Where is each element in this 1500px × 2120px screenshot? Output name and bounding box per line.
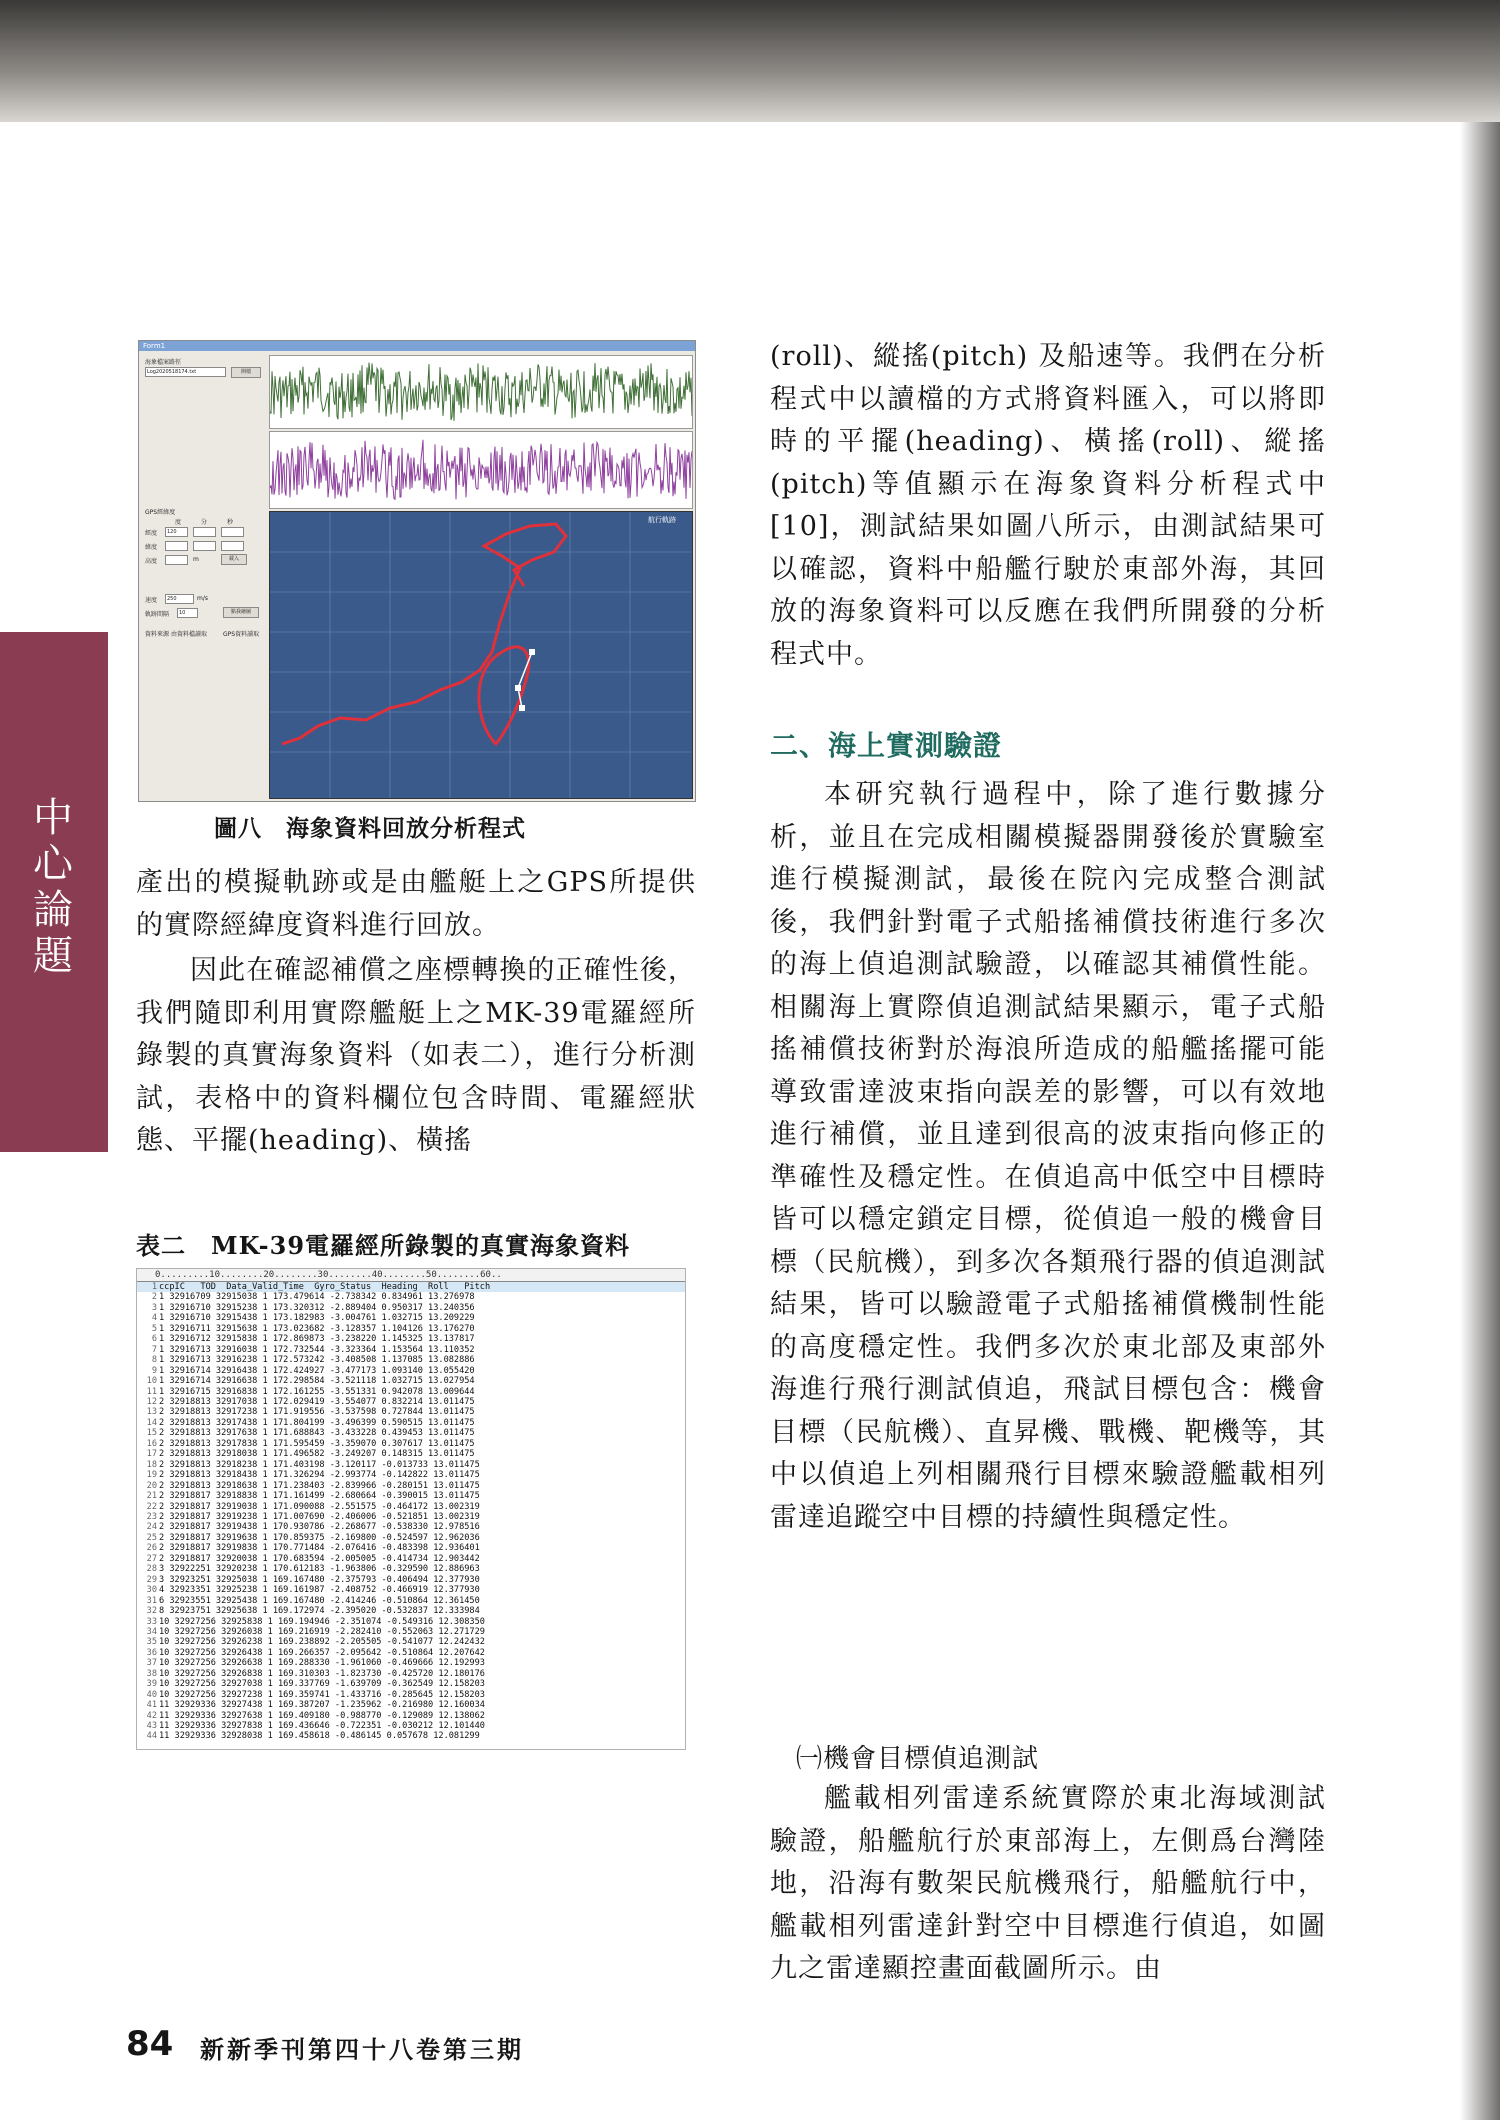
row-text: 11 32929336 32927438 1 169.387207 -1.235962 -0.216980 12.160034	[159, 1700, 485, 1711]
row-text: 2 32918817 32919638 1 170.859375 -2.169800 -0.524597 12.962036	[159, 1532, 480, 1543]
row-number: 17	[146, 1449, 157, 1460]
speed-input[interactable]: 250	[165, 594, 194, 604]
file-label: 海象檔案路徑	[145, 359, 182, 366]
row-text: 3 32923251 32925038 1 169.167480 -2.375793 -0.406494 12.377930	[159, 1574, 480, 1585]
left-paragraph-1: 產出的模擬軌跡或是由艦艇上之GPS所提供的實際經緯度資料進行回放。	[136, 867, 696, 941]
row-number: 7	[151, 1344, 157, 1355]
track-map-svg	[270, 512, 692, 798]
table-row	[137, 1648, 685, 1658]
row-number: 22	[146, 1501, 157, 1512]
table-row	[137, 1617, 685, 1627]
table-row	[137, 1669, 685, 1679]
row-number: 37	[146, 1658, 157, 1669]
table-2-caption: 表二 MK-39電羅經所錄製的真實海象資料	[136, 1231, 631, 1260]
row-text: 10 32927256 32926838 1 169.310303 -1.823730 -0.425720 12.180176	[159, 1668, 485, 1679]
table-row	[137, 1376, 685, 1386]
table-row	[137, 1575, 685, 1585]
row-text: 10 32927256 32927238 1 169.359741 -1.433716 -0.285645 12.158203	[159, 1689, 485, 1700]
table-header-text: ccpIC TOD Data_Valid_Time Gyro_Status Heading Roll Pitch	[159, 1282, 491, 1292]
row-number: 11	[146, 1386, 157, 1397]
row-text: 1 32916713 32916238 1 172.573242 -3.408508 1.137085 13.082886	[159, 1355, 475, 1366]
gps-label: GPS經緯度	[145, 509, 176, 516]
table-row	[137, 1334, 685, 1344]
right-paragraph-1: (roll)、縱搖(pitch) 及船速等。我們在分析程式中以讀檔的方式將資料匯入，可以將即時的平擺(heading)、橫搖(roll)、縱搖(pitch)等值顯示在海象資料分析程式中[10]，測試結果如圖八所示，由測試結果可以確認，資料中船艦行駛於東部外海，其回放的海象資料可以反應在我們所開發的分析程式中。	[770, 341, 1326, 670]
row-text: 2 32918813 32917638 1 171.688843 -3.433228 0.439453 13.011475	[159, 1428, 475, 1439]
row-text: 1 32916714 32916438 1 172.424927 -3.477173 1.093140 13.055420	[159, 1365, 475, 1376]
browse-button[interactable]: 開檔	[231, 367, 261, 378]
table-row	[137, 1690, 685, 1700]
table-ruler: 0.........10........20........30........40........50........60..	[137, 1269, 685, 1282]
row-text: 10 32927256 32926038 1 169.216919 -2.282410 -0.552063 12.271729	[159, 1626, 485, 1637]
row-text: 2 32918817 32919038 1 171.090088 -2.551575 -0.464172 13.002319	[159, 1501, 480, 1512]
heading-graph	[269, 355, 693, 429]
load-button[interactable]: 載入	[221, 554, 247, 565]
lat-sec-input[interactable]	[221, 541, 244, 551]
row-text: 1 32916712 32915838 1 172.869873 -3.238220 1.145325 13.137817	[159, 1334, 475, 1345]
row-number: 23	[146, 1511, 157, 1522]
row-text: 10 32927256 32925838 1 169.194946 -2.351074 -0.549316 12.308350	[159, 1616, 485, 1627]
alt-label: 高度	[145, 558, 158, 565]
row-number: 43	[146, 1721, 157, 1732]
table-row	[137, 1313, 685, 1323]
right-paragraph-3: 艦載相列雷達系統實際於東北海域測試驗證，船艦航行於東部海上，左側爲台灣陸地，沿海有數架民航機飛行，船艦航行中，艦載相列雷達針對空中目標進行偵追，如圖九之雷達顯控畫面截圖所示。由	[770, 1783, 1326, 1984]
table-row	[137, 1387, 685, 1397]
row-number: 4	[151, 1313, 157, 1324]
alt-input[interactable]	[165, 555, 188, 565]
lon-sec-input[interactable]	[221, 527, 244, 537]
row-text: 2 32918813 32918238 1 171.403198 -3.120117 -0.013733 13.011475	[159, 1459, 480, 1470]
section-heading: 二、海上實測驗證	[770, 729, 1003, 762]
row-text: 6 32923551 32925438 1 169.167480 -2.414246 -0.510864 12.361450	[159, 1595, 480, 1606]
row-number: 31	[146, 1595, 157, 1606]
row-text: 11 32929336 32928038 1 169.458618 -0.486145 0.057678 12.081299	[159, 1731, 480, 1742]
table-row	[137, 1428, 685, 1438]
row-number: 30	[146, 1585, 157, 1596]
map-grid	[270, 512, 692, 798]
row-text: 1 32916713 32916038 1 172.732544 -3.323364 1.153564 13.110352	[159, 1344, 475, 1355]
track-marker	[515, 685, 521, 691]
section-tab-label: 中心論題	[33, 795, 73, 979]
row-text: 2 32918813 32917438 1 171.804199 -3.496399 0.590515 13.011475	[159, 1417, 475, 1428]
row-text: 1 32916710 32915238 1 173.320312 -2.889404 0.950317 13.240356	[159, 1302, 475, 1313]
right-paragraph-2: 本研究執行過程中，除了進行數據分析，並且在完成相關模擬器開發後於實驗室進行模擬測試，最後在院內完成整合測試後，我們針對電子式船搖補償技術進行多次的海上偵追測試驗證，以確認其補償性能。相關海上實際偵追測試結果顯示，電子式船搖補償技術對於海浪所造成的船艦搖擺可能導致雷達波束指向誤差的影響，可以有效地進行補償，並且達到很高的波束指向修正的準確性及穩定性。在偵追高中低空中目標時皆可以穩定鎖定目標，從偵追一般的機會目標（民航機），到多次各類飛行器的偵追測試結果，皆可以驗證電子式船搖補償機制性能的高度穩定性。我們多次於東北部及東部外海進行飛行測試偵追，飛試目標包含：機會目標（民航機）、直昇機、戰機、靶機等，其中以偵追上列相關飛行目標來驗證艦載相列雷達追蹤空中目標的持續性與穩定性。	[770, 779, 1326, 1533]
file-path-input[interactable]: Log2020518174.txt	[145, 367, 226, 377]
row-text: 2 32918813 32918438 1 171.326294 -2.993774 -0.142822 13.011475	[159, 1470, 480, 1481]
table-row	[137, 1585, 685, 1595]
table-row	[137, 1564, 685, 1574]
row-number: 34	[146, 1626, 157, 1637]
table-row	[137, 1679, 685, 1689]
table-row	[137, 1658, 685, 1668]
row-number: 29	[146, 1574, 157, 1585]
mode-option-file[interactable]: 由資料檔讀取	[171, 631, 208, 638]
table-row	[137, 1292, 685, 1302]
table-row	[137, 1407, 685, 1417]
lat-min-input[interactable]	[193, 541, 216, 551]
row-number: 20	[146, 1480, 157, 1491]
lat-deg-input[interactable]	[165, 541, 188, 551]
row-number: 25	[146, 1532, 157, 1543]
row-text: 2 32918813 32918638 1 171.238403 -2.839966 -0.280151 13.011475	[159, 1480, 480, 1491]
track-marker	[519, 705, 525, 711]
table-row	[137, 1627, 685, 1637]
table-row	[137, 1512, 685, 1522]
table-row	[137, 1554, 685, 1564]
alt-unit: m	[193, 556, 199, 563]
track-map	[269, 511, 693, 799]
table-row	[137, 1460, 685, 1470]
track-marker	[529, 649, 535, 655]
table-row	[137, 1711, 685, 1721]
left-paragraph-2: 因此在確認補償之座標轉換的正確性後，我們隨即利用實際艦艇上之MK-39電羅經所錄製的真實海象資料（如表二），進行分析測試，表格中的資料欄位包含時間、電羅經狀態、平擺(heading)、橫搖	[136, 955, 696, 1156]
interval-label: 軌跡間隔	[145, 611, 170, 618]
table-row	[137, 1366, 685, 1376]
roll-trace-svg	[270, 432, 692, 508]
row-number: 3	[151, 1302, 157, 1313]
row-number: 15	[146, 1428, 157, 1439]
row-text: 2 32918813 32917238 1 171.919556 -3.537598 0.727844 13.011475	[159, 1407, 475, 1418]
lon-min-input[interactable]	[193, 527, 216, 537]
row-text: 1 32916715 32916838 1 172.161255 -3.551331 0.942078 13.009644	[159, 1386, 475, 1397]
table-row	[137, 1345, 685, 1355]
row-text: 1 32916710 32915438 1 173.182983 -3.004761 1.032715 13.209229	[159, 1313, 475, 1324]
table-row	[137, 1637, 685, 1647]
figure-8-screenshot	[138, 340, 696, 802]
table-row	[137, 1324, 685, 1334]
row-number: 35	[146, 1637, 157, 1648]
figure-window-titlebar: Form1	[139, 341, 695, 351]
table-header-row: 1 ccpIC TOD Data_Valid_Time Gyro_Status Heading Roll Pitch	[137, 1282, 685, 1292]
row-text: 10 32927256 32926438 1 169.266357 -2.095642 -0.510864 12.207642	[159, 1647, 485, 1658]
scan-top-shadow	[0, 0, 1500, 122]
table-2-screenshot	[136, 1268, 686, 1750]
row-number: 12	[146, 1396, 157, 1407]
heading-trace	[270, 363, 692, 421]
row-number: 6	[151, 1334, 157, 1345]
row-text: 2 32918813 32917038 1 172.029419 -3.554077 0.832214 13.011475	[159, 1396, 475, 1407]
row-number: 19	[146, 1470, 157, 1481]
table-row	[137, 1543, 685, 1553]
row-number: 44	[146, 1731, 157, 1742]
table-row	[137, 1397, 685, 1407]
row-text: 1 32916714 32916638 1 172.298584 -3.521118 1.032715 13.027954	[159, 1376, 475, 1387]
row-text: 2 32918817 32918838 1 171.161499 -2.680664 -0.390015 13.011475	[159, 1491, 480, 1502]
row-number: 21	[146, 1491, 157, 1502]
table-row	[137, 1606, 685, 1616]
row-text: 1 32916711 32915638 1 173.023682 -3.128357 1.104126 13.176270	[159, 1323, 475, 1334]
row-text: 4 32923351 32925238 1 169.161987 -2.408752 -0.466919 12.377930	[159, 1585, 480, 1596]
table-row	[137, 1355, 685, 1365]
lat-label: 緯度	[145, 544, 158, 551]
table-row	[137, 1418, 685, 1428]
map-legend: 航行軌跡	[648, 516, 676, 524]
journal-name: 新新季刊第四十八卷第三期	[200, 2035, 524, 2064]
row-number: 18	[146, 1459, 157, 1470]
row-number: 9	[151, 1365, 157, 1376]
speed-label: 速度	[145, 597, 158, 604]
heading-trace-svg	[270, 356, 692, 428]
mode-option-gps[interactable]: GPS資料讀取	[223, 631, 260, 638]
row-number: 16	[146, 1438, 157, 1449]
table-row	[137, 1533, 685, 1543]
figure-control-panel	[143, 355, 265, 795]
table-row	[137, 1731, 685, 1741]
row-number: 8	[151, 1355, 157, 1366]
draw-button[interactable]: 點我繪圖	[223, 607, 259, 618]
table-row	[137, 1481, 685, 1491]
row-number: 38	[146, 1668, 157, 1679]
table-row	[137, 1721, 685, 1731]
row-text: 1 32916709 32915038 1 173.479614 -2.738342 0.834961 13.276978	[159, 1292, 475, 1303]
row-number: 13	[146, 1407, 157, 1418]
row-number: 10	[146, 1376, 157, 1387]
table-row	[137, 1449, 685, 1459]
page-number: 84	[126, 2024, 174, 2064]
table-row	[137, 1439, 685, 1449]
row-number: 40	[146, 1689, 157, 1700]
row-text: 2 32918817 32919238 1 171.007690 -2.406006 -0.521851 13.002319	[159, 1511, 480, 1522]
row-text: 2 32918813 32918038 1 171.496582 -3.249207 0.148315 13.011475	[159, 1449, 475, 1460]
speed-unit: m/s	[197, 595, 208, 602]
row-number: 33	[146, 1616, 157, 1627]
table-row	[137, 1502, 685, 1512]
row-text: 8 32923751 32925638 1 169.172974 -2.395020 -0.532837 12.333984	[159, 1606, 480, 1617]
lon-deg-input[interactable]: 120	[165, 527, 188, 537]
row-number: 26	[146, 1543, 157, 1554]
row-text: 2 32918817 32919838 1 170.771484 -2.076416 -0.483398 12.936401	[159, 1543, 480, 1554]
row-text: 2 32918813 32917838 1 171.595459 -3.359070 0.307617 13.011475	[159, 1438, 475, 1449]
table-row	[137, 1522, 685, 1532]
row-number: 14	[146, 1417, 157, 1428]
scan-right-shadow	[1460, 122, 1500, 2120]
sec-col-label: 秒	[227, 519, 234, 526]
interval-input[interactable]: 10	[177, 608, 198, 618]
row-number: 39	[146, 1679, 157, 1690]
row-number: 28	[146, 1564, 157, 1575]
row-text: 11 32929336 32927838 1 169.436646 -0.722351 -0.030212 12.101440	[159, 1721, 485, 1732]
min-col-label: 分	[201, 519, 208, 526]
row-text: 10 32927256 32926638 1 169.288330 -1.961060 -0.469666 12.192993	[159, 1658, 485, 1669]
row-number: 41	[146, 1700, 157, 1711]
row-number: 42	[146, 1710, 157, 1721]
row-text: 11 32929336 32927638 1 169.409180 -0.988770 -0.129089 12.138062	[159, 1710, 485, 1721]
lon-label: 經度	[145, 530, 158, 537]
roll-graph	[269, 431, 693, 509]
row-text: 2 32918817 32920038 1 170.683594 -2.005005 -0.414734 12.903442	[159, 1553, 480, 1564]
figure-8-caption: 圖八 海象資料回放分析程式	[214, 815, 526, 842]
roll-trace	[270, 440, 692, 500]
deg-col-label: 度	[175, 519, 182, 526]
row-text: 2 32918817 32919438 1 170.930786 -2.268677 -0.538330 12.978516	[159, 1522, 480, 1533]
mode-label: 資料來源	[145, 631, 170, 638]
row-text: 10 32927256 32927038 1 169.337769 -1.639709 -0.362549 12.158203	[159, 1679, 485, 1690]
table-row	[137, 1700, 685, 1710]
subsection-heading: ㈠機會目標偵追測試	[796, 1744, 1040, 1774]
row-number: 24	[146, 1522, 157, 1533]
row-number: 32	[146, 1606, 157, 1617]
row-number: 2	[151, 1292, 157, 1303]
table-row	[137, 1303, 685, 1313]
table-body	[137, 1292, 685, 1741]
row-number: 27	[146, 1553, 157, 1564]
table-row	[137, 1596, 685, 1606]
table-row	[137, 1491, 685, 1501]
row-text: 10 32927256 32926238 1 169.238892 -2.205505 -0.541077 12.242432	[159, 1637, 485, 1648]
row-text: 3 32922251 32920238 1 170.612183 -1.963806 -0.329590 12.886963	[159, 1564, 480, 1575]
row-number: 5	[151, 1323, 157, 1334]
table-row	[137, 1470, 685, 1480]
row-number: 36	[146, 1647, 157, 1658]
